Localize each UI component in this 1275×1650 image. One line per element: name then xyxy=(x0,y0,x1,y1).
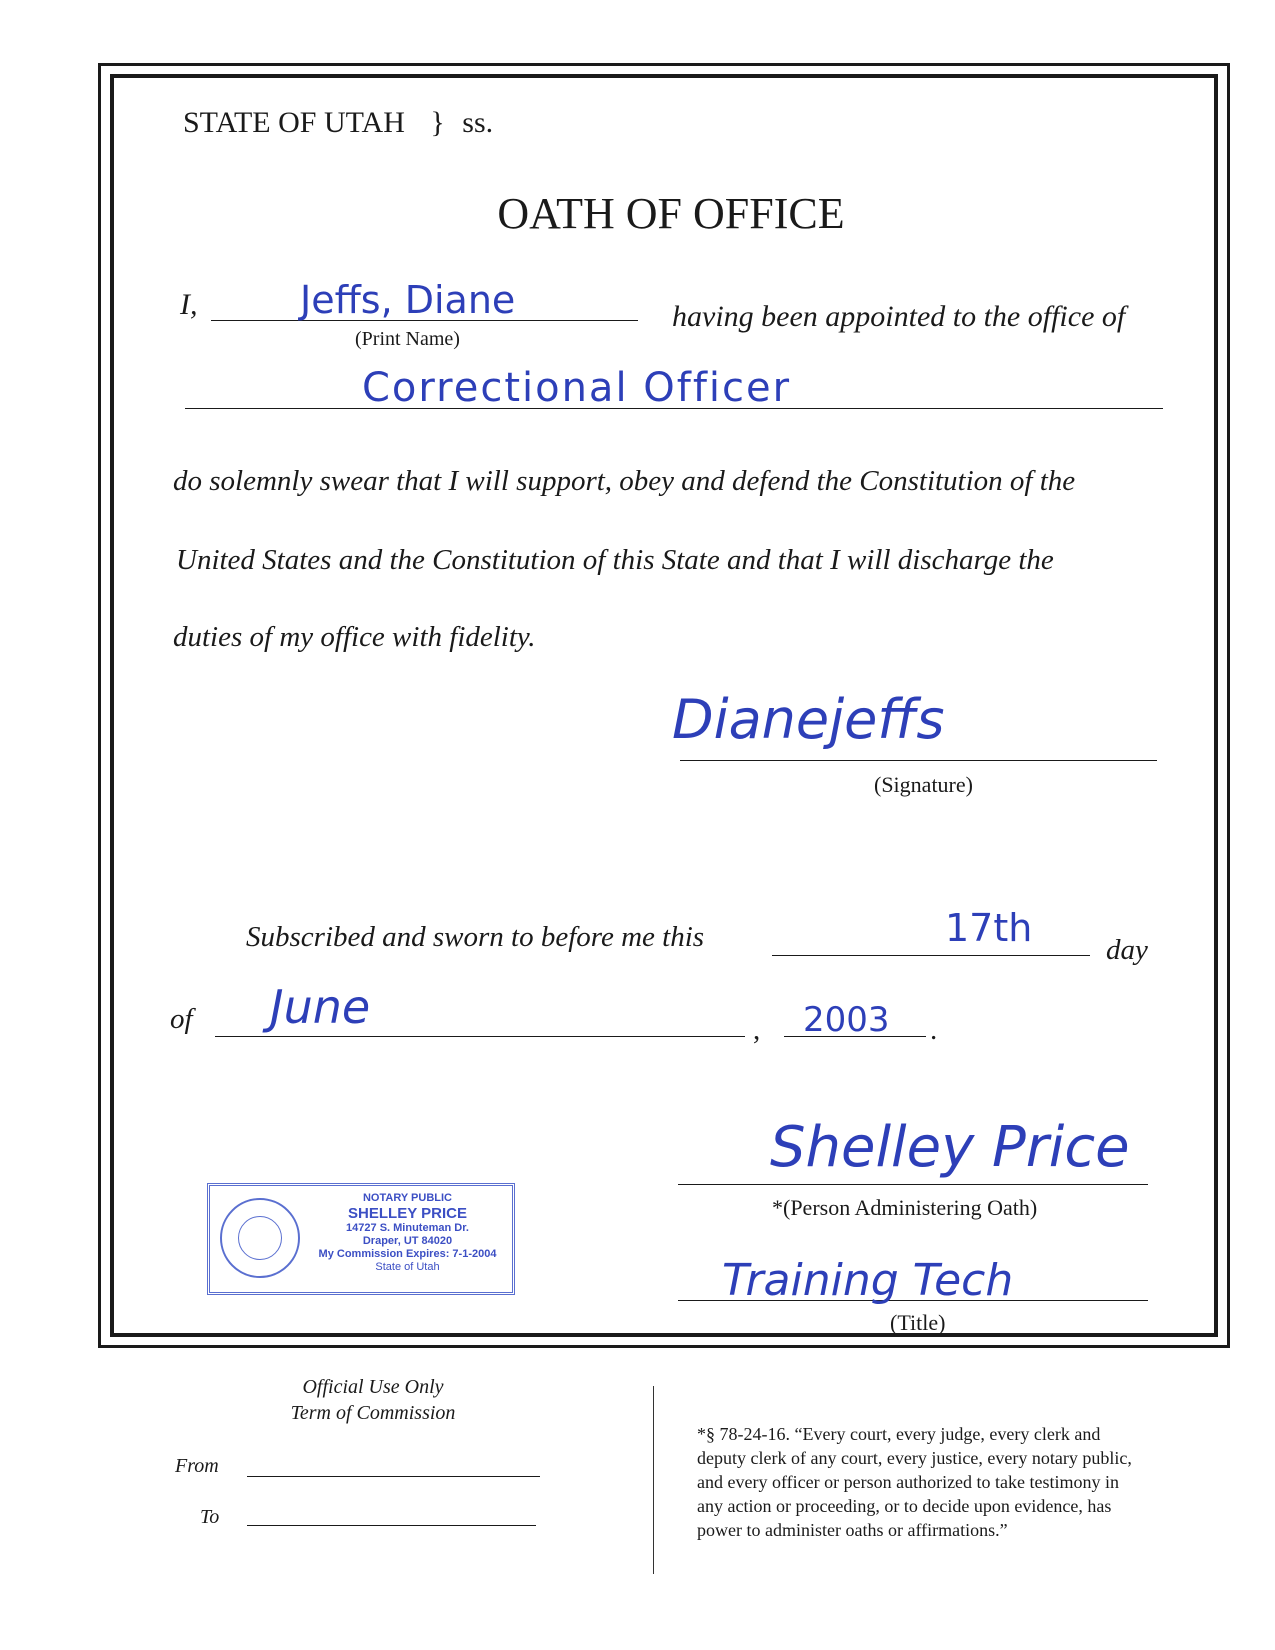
handwritten-signature: Dianejeffs xyxy=(672,688,945,751)
notary-stamp xyxy=(207,1183,515,1295)
official-use-heading1: Official Use Only xyxy=(302,1376,444,1398)
period: . xyxy=(930,1014,938,1046)
venue-line xyxy=(183,106,493,140)
day-line xyxy=(772,955,1090,956)
statute-footnote xyxy=(697,1422,1132,1542)
footnote-line-1: *§ 78-24-16. “Every court, every judge, every clerk and xyxy=(697,1424,1101,1444)
administering-label: *(Person Administering Oath) xyxy=(772,1195,1038,1220)
venue-state: STATE OF UTAH xyxy=(183,106,405,139)
footnote-line-3: and every officer or person authorized to take testimony in xyxy=(697,1472,1120,1492)
intro-pronoun: I, xyxy=(180,288,198,321)
venue-ss: ss. xyxy=(462,106,494,139)
notary-stamp-line5: My Commission Expires: 7-1-2004 xyxy=(318,1248,497,1260)
to-label: To xyxy=(200,1506,220,1528)
venue-brace: } xyxy=(430,106,445,139)
handwritten-office: Correctional Officer xyxy=(362,365,792,411)
day-word: day xyxy=(1106,934,1148,966)
print-name-label: (Print Name) xyxy=(355,328,460,350)
appointed-text: having been appointed to the office of xyxy=(672,300,1126,333)
title-label: (Title) xyxy=(890,1310,946,1335)
handwritten-administrator-signature: Shelley Price xyxy=(770,1115,1130,1180)
handwritten-name: Jeffs, Diane xyxy=(300,278,516,322)
handwritten-month: June xyxy=(270,980,371,1034)
notary-stamp-line1: NOTARY PUBLIC xyxy=(362,1192,453,1204)
notary-stamp-line3: 14727 S. Minuteman Dr. xyxy=(346,1222,469,1234)
month-line xyxy=(215,1036,745,1037)
handwritten-year: 2003 xyxy=(803,1000,890,1040)
footer-divider xyxy=(653,1386,654,1574)
notary-stamp-line4: Draper, UT 84020 xyxy=(362,1235,453,1247)
handwritten-administrator-title: Training Tech xyxy=(722,1255,1014,1306)
notary-stamp-line2: SHELLEY PRICE xyxy=(348,1205,467,1222)
notary-stamp-text xyxy=(305,1192,510,1274)
from-line[interactable] xyxy=(247,1476,540,1477)
administrator-line xyxy=(678,1184,1148,1185)
notary-stamp-line6: State of Utah xyxy=(375,1261,440,1273)
notary-seal-icon xyxy=(220,1198,300,1278)
document-title: OATH OF OFFICE xyxy=(497,189,845,238)
from-label: From xyxy=(175,1455,219,1477)
handwritten-day: 17th xyxy=(945,906,1033,950)
signature-label: (Signature) xyxy=(874,772,973,797)
oath-line-1: do solemnly swear that I will support, obey and defend the Constitution of the xyxy=(173,465,1076,497)
subscribed-text: Subscribed and sworn to before me this xyxy=(246,921,705,953)
of-word: of xyxy=(170,1003,193,1035)
to-line[interactable] xyxy=(247,1525,536,1526)
footnote-line-5: power to administer oaths or affirmations.” xyxy=(697,1520,1008,1540)
footnote-line-4: any action or proceeding, or to decide upon evidence, has xyxy=(697,1496,1112,1516)
oath-line-2: United States and the Constitution of this State and that I will discharge the xyxy=(176,544,1054,576)
official-use-heading xyxy=(240,1374,506,1426)
comma: , xyxy=(753,1014,761,1046)
signature-line xyxy=(680,760,1157,761)
footnote-line-2: deputy clerk of any court, every justice, every notary public, xyxy=(697,1448,1132,1468)
official-use-heading2: Term of Commission xyxy=(290,1402,456,1424)
oath-line-3: duties of my office with fidelity. xyxy=(173,621,536,653)
